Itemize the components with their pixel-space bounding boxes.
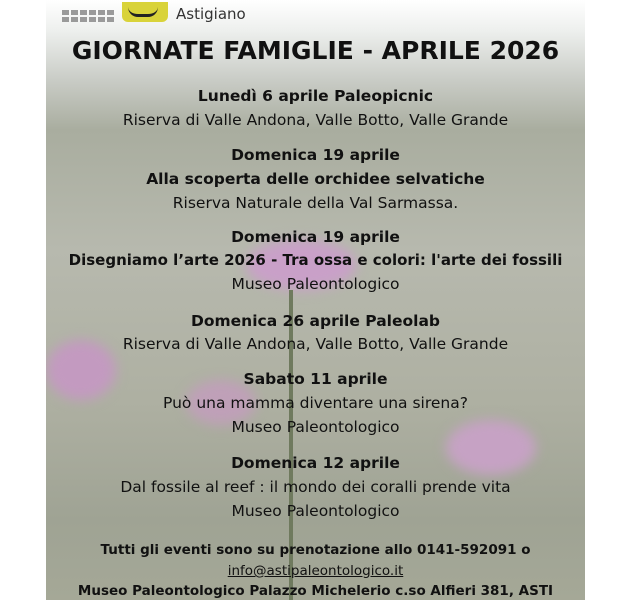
event-3-title: Disegniamo l’arte 2026 - Tra ossa e colori: l'arte dei fossili [68, 251, 563, 269]
event-poster [46, 0, 585, 600]
event-3-place: Museo Paleontologico [231, 275, 400, 293]
event-1-place: Riserva di Valle Andona, Valle Botto, Valle Grande [122, 111, 509, 129]
museum-address: Museo Paleontologico Palazzo Michelerio c.so Alfieri 381, ASTI [77, 583, 554, 599]
event-4-place: Riserva di Valle Andona, Valle Botto, Valle Grande [122, 335, 509, 353]
logo-text: Astigiano [176, 5, 246, 23]
event-1-date: Lunedì 6 aprile Paleopicnic [197, 87, 434, 105]
event-2-date: Domenica 19 aprile [231, 146, 400, 164]
event-2-title: Alla scoperta delle orchidee selvatiche [146, 170, 485, 188]
logo [62, 0, 246, 22]
event-6-title: Dal fossile al reef : il mondo dei coralli prende vita [120, 478, 511, 496]
event-5-title: Può una mamma diventare una sirena? [163, 394, 468, 412]
book-logo-icon [122, 2, 168, 22]
event-6-place: Museo Paleontologico [231, 502, 400, 520]
booking-info: Tutti gli eventi sono su prenotazione allo 0141-592091 o [100, 542, 531, 558]
event-4-date: Domenica 26 aprile Paleolab [190, 312, 440, 330]
email-link[interactable]: info@astipaleontologico.it [227, 563, 404, 579]
event-6-date: Domenica 12 aprile [231, 454, 400, 472]
event-2-place: Riserva Naturale della Val Sarmassa. [172, 194, 459, 212]
event-5-date: Sabato 11 aprile [243, 370, 388, 388]
event-3-date: Domenica 19 aprile [231, 228, 400, 246]
event-5-place: Museo Paleontologico [231, 418, 400, 436]
logo-grid-icon [62, 10, 114, 22]
poster-title: GIORNATE FAMIGLIE - APRILE 2026 [71, 36, 560, 65]
